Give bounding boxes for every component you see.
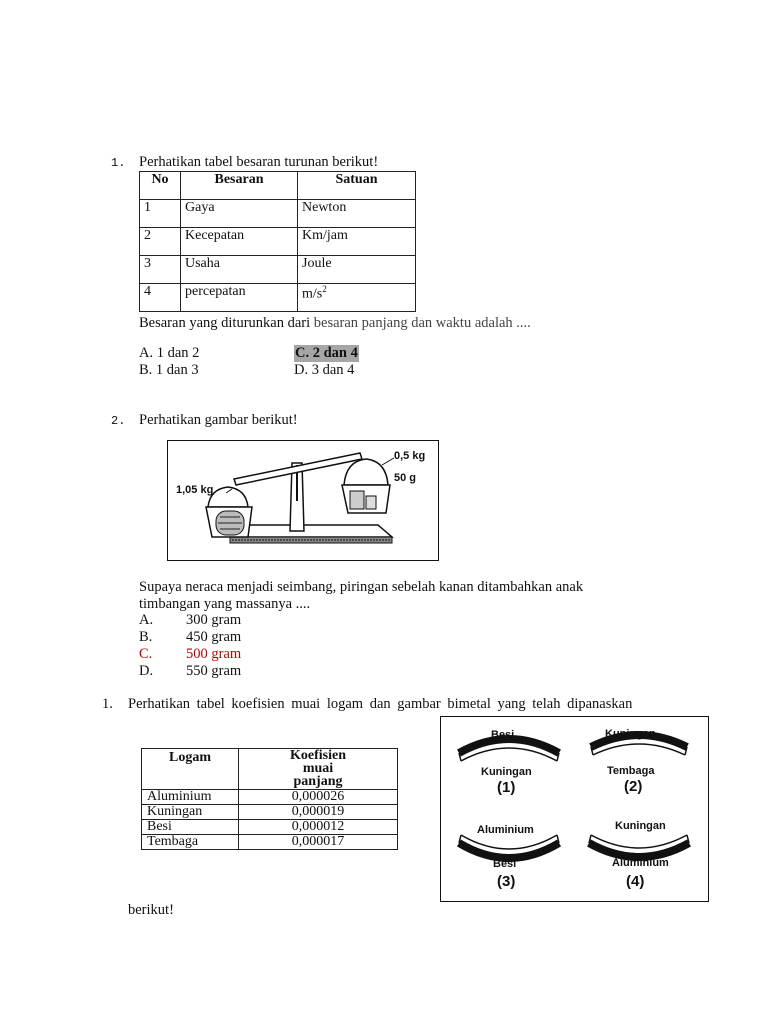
q1-table-header <box>140 172 416 200</box>
q2-option-a-letter: A. <box>139 612 154 628</box>
q1-option-a: A. 1 dan 2 <box>139 345 200 361</box>
q2-question-line1: Supaya neraca menjadi seimbang, piringan sebelah kanan ditambahkan anak <box>139 579 584 595</box>
bimetal-3-bottom-label: Besi <box>493 858 517 870</box>
q1-question <box>139 315 531 332</box>
q1-option-d: D. 3 dan 4 <box>294 362 355 378</box>
unit-text: m/s <box>302 286 323 302</box>
table-cell: Tembaga <box>142 835 239 850</box>
q2-option-c-text: 500 gram <box>186 646 242 662</box>
table-cell: Gaya <box>181 200 298 228</box>
q2-number: 2. <box>111 414 126 428</box>
q1-table <box>139 171 416 312</box>
table-cell: 0,000026 <box>239 790 398 805</box>
q2-option-d-letter: D. <box>139 663 154 679</box>
table-row <box>140 256 416 284</box>
q2-option-b-letter: B. <box>139 629 153 645</box>
bimetal-4-number: (4) <box>626 873 645 890</box>
table-row <box>140 200 416 228</box>
q2-option-d-text: 550 gram <box>186 663 242 679</box>
table-cell: 0,000019 <box>239 805 398 820</box>
bimetal-1-number: (1) <box>497 779 516 796</box>
bimetal-1-top-label: Besi <box>491 729 515 741</box>
q2-prompt: Perhatikan gambar berikut! <box>139 412 298 428</box>
bimetal-2-number: (2) <box>624 778 643 795</box>
table-row <box>142 835 398 850</box>
table-cell <box>298 284 416 312</box>
bimetal-figure <box>440 716 709 902</box>
table-cell: 2 <box>140 228 181 256</box>
q3-table-header <box>142 749 398 790</box>
q3-col-koefisien-3: panjang <box>293 774 343 789</box>
table-cell: Usaha <box>181 256 298 284</box>
table-cell: 1 <box>140 200 181 228</box>
table-cell: Kuningan <box>142 805 239 820</box>
right-mass-label-a: 0,5 kg <box>394 450 426 462</box>
bimetal-drawing <box>441 717 708 901</box>
bimetal-2-top-label: Kuningan <box>605 728 656 740</box>
table-cell: Joule <box>298 256 416 284</box>
q3-prompt: Perhatikan tabel koefisien muai logam dan gambar bimetal yang telah dipanaskan <box>128 696 633 712</box>
q2-question-line2: timbangan yang massanya .... <box>139 596 311 612</box>
q1-col-besaran: Besaran <box>181 172 298 200</box>
q2-option-c-letter: C. <box>139 646 153 662</box>
table-cell: percepatan <box>181 284 298 312</box>
bimetal-4-top-label: Kuningan <box>615 820 666 832</box>
table-cell: Aluminium <box>142 790 239 805</box>
q1-option-b: B. 1 dan 3 <box>139 362 199 378</box>
bimetal-4-bottom-label: Aluminium <box>612 857 669 869</box>
q3-table <box>141 748 398 850</box>
q1-col-no: No <box>140 172 181 200</box>
table-row <box>142 805 398 820</box>
bimetal-1-bottom-label: Kuningan <box>481 766 532 778</box>
q3-col-koefisien-2: muai <box>302 761 334 776</box>
table-cell: Kecepatan <box>181 228 298 256</box>
q1-option-c: C. 2 dan 4 <box>295 345 358 361</box>
q3-col-koefisien <box>239 749 398 790</box>
table-cell: 4 <box>140 284 181 312</box>
q1-question-part2: besaran panjang dan waktu adalah .... <box>313 315 531 331</box>
table-cell: Km/jam <box>298 228 416 256</box>
bimetal-3-number: (3) <box>497 873 516 890</box>
q1-number: 1. <box>111 156 126 170</box>
bimetal-3-top-label: Aluminium <box>477 824 534 836</box>
table-cell: 0,000012 <box>239 820 398 835</box>
balance-scale-figure <box>167 440 439 561</box>
q2-option-b-text: 450 gram <box>186 629 242 645</box>
q3-col-koefisien-1: Koefisien <box>290 748 346 763</box>
bimetal-2-bottom-label: Tembaga <box>607 765 655 777</box>
unit-superscript: 2 <box>322 284 327 294</box>
table-cell: Besi <box>142 820 239 835</box>
q1-prompt: Perhatikan tabel besaran turunan berikut! <box>139 154 379 170</box>
q3-col-logam: Logam <box>142 749 239 790</box>
q3-tail: berikut! <box>128 902 174 918</box>
q1-question-part1: Besaran yang diturunkan dari <box>139 315 311 331</box>
table-row <box>142 790 398 805</box>
table-row <box>140 284 416 312</box>
table-row <box>140 228 416 256</box>
table-row <box>142 820 398 835</box>
left-mass-label: 1,05 kg <box>176 484 214 496</box>
table-cell: Newton <box>298 200 416 228</box>
q1-col-satuan: Satuan <box>298 172 416 200</box>
q2-option-a-text: 300 gram <box>186 612 242 628</box>
right-mass-label-b: 50 g <box>394 472 417 484</box>
table-cell: 3 <box>140 256 181 284</box>
q3-number: 1. <box>102 696 113 712</box>
table-cell: 0,000017 <box>239 835 398 850</box>
